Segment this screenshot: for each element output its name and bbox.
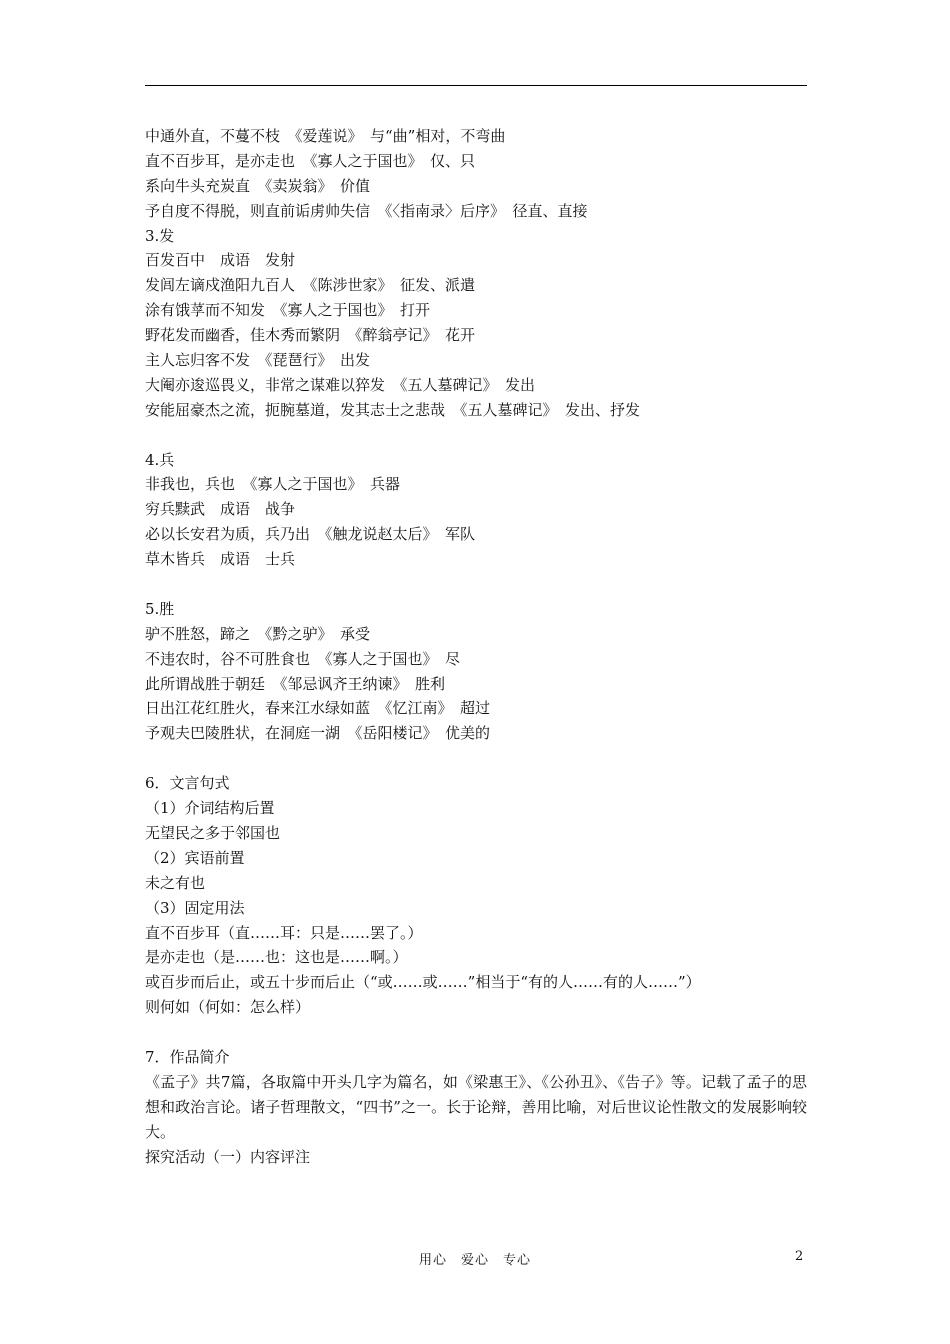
blank-line (145, 746, 807, 771)
text-line: 不违农时，谷不可胜食也 《寡人之于国也》 尽 (145, 649, 461, 668)
footer-motto: 用心 爱心 专心 (418, 1253, 531, 1268)
page-number: 2 (795, 1249, 804, 1264)
text-line: 发闾左谪戍渔阳九百人 《陈涉世家》 征发、派遣 (145, 276, 476, 295)
text-line: 或百步而后止，或五十步而后止（“或……或……”相当于“有的人……有的人……”） (145, 973, 701, 992)
text-line: 主人忘归客不发 《琵琶行》 出发 (145, 351, 371, 370)
intro-paragraph: 《孟子》共7篇，各取篇中开头几字为篇名，如《梁惠王》、《公孙丑》、《告子》等。记载了孟子的思想和政治言论。诸子哲理散文，“四书”之一。长于论辩，善用比喻，对后世议论性散文的发展影响较大。 (145, 1072, 807, 1141)
text-line: 未之有也 (145, 873, 206, 892)
blank-line (145, 1020, 807, 1045)
text-line: 4.兵 (145, 450, 175, 469)
text-line: 百发百中 成语 发射 (145, 251, 296, 270)
text-line: 涂有饿莩而不知发 《寡人之于国也》 打开 (145, 301, 431, 320)
blank-line (145, 423, 807, 448)
text-line: 予自度不得脱，则直前诟虏帅失信 《〈指南录〉后序》 径直、直接 (145, 201, 588, 220)
text-line: 6．文言句式 (145, 774, 230, 793)
header-rule (145, 85, 807, 86)
text-line: 驴不胜怒，蹄之 《黔之驴》 承受 (145, 624, 371, 643)
text-line: 予观夫巴陵胜状，在洞庭一湖 《岳阳楼记》 优美的 (145, 724, 491, 743)
text-lines (145, 124, 807, 1070)
text-line: 3.发 (145, 226, 175, 245)
text-line: 则何如（何如：怎么样） (145, 998, 311, 1017)
text-line: （2）宾语前置 (145, 848, 245, 867)
text-line: 无望民之多于邻国也 (145, 823, 281, 842)
text-line: 大阉亦逡巡畏义，非常之谋难以猝发 《五人墓碑记》 发出 (145, 375, 536, 394)
text-line: 5.胜 (145, 599, 175, 618)
text-line: 安能屈豪杰之流，扼腕墓道，发其志士之悲哉 《五人墓碑记》 发出、抒发 (145, 400, 641, 419)
text-line: 7．作品简介 (145, 1047, 230, 1066)
text-line: （3）固定用法 (145, 898, 245, 917)
text-line: 必以长安君为质，兵乃出 《触龙说赵太后》 军队 (145, 525, 476, 544)
text-line: （1）介词结构后置 (145, 799, 275, 818)
text-line: 非我也，兵也 《寡人之于国也》 兵器 (145, 475, 401, 494)
document-body (145, 124, 807, 1169)
text-line: 系向牛头充炭直 《卖炭翁》 价值 (145, 176, 371, 195)
blank-line (145, 572, 807, 597)
text-line: 穷兵黩武 成语 战争 (145, 500, 296, 519)
text-line: 此所谓战胜于朝廷 《邹忌讽齐王纳谏》 胜利 (145, 674, 446, 693)
text-line: 日出江花红胜火，春来江水绿如蓝 《忆江南》 超过 (145, 699, 491, 718)
text-line: 是亦走也（是……也：这也是……啊。） (145, 948, 408, 967)
text-line: 中通外直，不蔓不枝 《爱莲说》 与“曲”相对，不弯曲 (145, 127, 506, 145)
text-line: 直不百步耳（直……耳：只是……罢了。） (145, 923, 423, 942)
text-line: 草木皆兵 成语 士兵 (145, 550, 296, 569)
text-line-exploration: 探究活动（一）内容评注 (145, 1147, 311, 1166)
text-line: 野花发而幽香，佳木秀而繁阴 《醉翁亭记》 花开 (145, 326, 476, 345)
text-line: 直不百步耳，是亦走也 《寡人之于国也》 仅、只 (145, 151, 476, 170)
